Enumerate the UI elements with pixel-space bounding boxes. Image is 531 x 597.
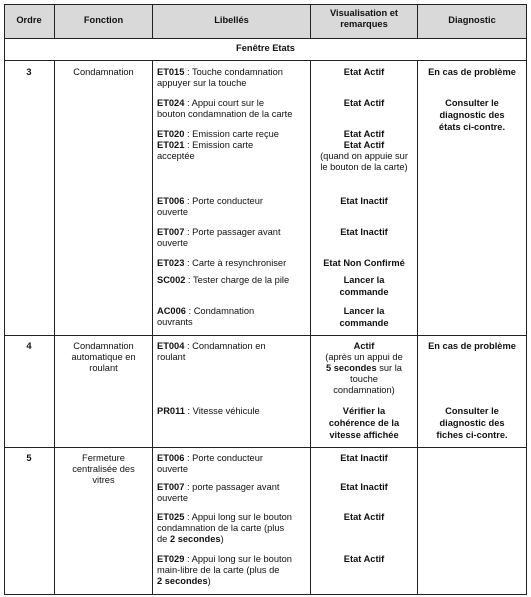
border-line — [4, 60, 527, 61]
vis-value: Etat Actif — [343, 98, 385, 108]
diag-title: En cas de problème — [428, 67, 516, 77]
libelle-text: : porte passager avant — [184, 482, 280, 492]
vis-value: Lancer la — [343, 275, 385, 285]
header-visualisation: Visualisation et — [329, 8, 399, 18]
libelle-text: : Tester charge de la pile — [185, 275, 290, 285]
header-libelles: Libellés — [214, 15, 249, 25]
diag-text: états ci-contre. — [438, 122, 506, 132]
libelle-code: ET025 — [157, 512, 185, 522]
libelle-item — [157, 140, 253, 162]
libelle-text: ouverte — [157, 207, 189, 217]
libelle-text: : Appui long sur le bouton — [184, 512, 292, 522]
libelle-code: ET015 — [157, 67, 185, 77]
libelle-item — [157, 67, 283, 89]
border-line — [4, 4, 5, 595]
libelle-item — [157, 227, 281, 249]
diag-text: fiches ci-contre. — [436, 430, 508, 440]
border-line — [54, 60, 55, 595]
border-line — [417, 60, 418, 595]
vis-value: Etat Actif — [343, 140, 385, 150]
libelle-code: PR011 — [157, 406, 185, 416]
border-line — [526, 4, 527, 595]
row-fonction: Condamnation — [73, 341, 134, 351]
row-ordre: 3 — [26, 67, 32, 77]
libelle-code: ET006 — [157, 453, 185, 463]
libelle-item — [157, 306, 254, 328]
vis-value: commande — [339, 318, 389, 328]
libelle-text: bouton condamnation de la carte — [157, 109, 293, 119]
libelle-code: ET007 — [157, 227, 185, 237]
border-line — [4, 447, 527, 448]
header-fonction: Fonction — [83, 15, 124, 25]
vis-value: Vérifier la — [342, 406, 386, 416]
libelle-text: ouvrants — [157, 317, 193, 327]
libelle-text: ) — [220, 534, 224, 544]
libelle-code: ET024 — [157, 98, 185, 108]
vis-value: Etat Inactif — [340, 227, 388, 237]
header-remarques: remarques — [340, 19, 388, 29]
libelle-item — [157, 512, 292, 545]
row-fonction: vitres — [92, 475, 115, 485]
libelle-text: acceptée — [157, 151, 195, 161]
libelle-code: AC006 — [157, 306, 186, 316]
libelle-text: : Carte à resynchroniser — [184, 258, 287, 268]
vis-value: commande — [339, 287, 389, 297]
vis-remark: (après un appui de — [325, 352, 403, 362]
libelle-code: ET023 — [157, 258, 185, 268]
vis-value: vitesse affichée — [329, 430, 399, 440]
header-diagnostic: Diagnostic — [448, 15, 496, 25]
vis-value: cohérence de la — [328, 418, 400, 428]
row-fonction: centralisée des — [72, 464, 135, 474]
libelle-text: main-libre de la carte (plus de — [157, 565, 280, 575]
vis-value: Etat Inactif — [340, 196, 388, 206]
libelle-code: ET004 — [157, 341, 185, 351]
vis-remark: le bouton de la carte) — [320, 162, 408, 172]
libelle-code: ET021 — [157, 140, 185, 150]
libelle-item — [157, 341, 266, 363]
libelle-item — [157, 258, 286, 269]
libelle-text: : Porte conducteur — [184, 453, 263, 463]
vis-value: Etat Actif — [343, 67, 385, 77]
header-ordre: Ordre — [16, 15, 42, 25]
vis-remark-tail: sur la — [376, 363, 402, 373]
libelle-item — [157, 554, 292, 587]
row-ordre: 5 — [26, 453, 32, 463]
libelle-text: : Touche condamnation — [184, 67, 283, 77]
row-fonction: Condamnation — [73, 67, 134, 77]
libelle-text: : Appui court sur le — [184, 98, 264, 108]
libelle-item — [157, 98, 292, 120]
libelle-code: ET007 — [157, 482, 185, 492]
diag-title: En cas de problème — [428, 341, 516, 351]
vis-value: Actif — [353, 341, 375, 351]
libelle-text: ouverte — [157, 464, 189, 474]
libelle-item — [157, 406, 260, 417]
libelle-text: de — [157, 534, 170, 544]
diag-text: diagnostic des — [439, 110, 505, 120]
libelle-text-bold: 2 secondes — [169, 534, 221, 544]
vis-remark — [311, 363, 417, 374]
libelle-text: : Condamnation — [185, 306, 255, 316]
row-fonction: roulant — [89, 363, 118, 373]
vis-value: Lancer la — [343, 306, 385, 316]
libelle-text-bold: 2 secondes — [157, 576, 208, 586]
libelle-text: ouverte — [157, 238, 189, 248]
libelle-text: roulant — [157, 352, 186, 362]
libelle-text: appuyer sur la touche — [157, 78, 247, 88]
border-line — [152, 60, 153, 595]
libelle-code: ET020 — [157, 129, 185, 139]
border-line — [4, 38, 527, 39]
section-title: Fenêtre Etats — [236, 43, 295, 53]
row-fonction: automatique en — [71, 352, 136, 362]
libelle-code: ET006 — [157, 196, 185, 206]
libelle-code: SC002 — [157, 275, 186, 285]
libelle-text: : Condamnation en — [184, 341, 266, 351]
libelle-item — [157, 453, 263, 475]
libelle-text: : Appui long sur le bouton — [184, 554, 292, 564]
libelle-code: ET029 — [157, 554, 185, 564]
libelle-item — [157, 482, 280, 504]
row-ordre: 4 — [26, 341, 32, 351]
libelle-text: condamnation de la carte (plus — [157, 523, 285, 533]
libelle-text: : Porte conducteur — [184, 196, 263, 206]
diag-text: Consulter le — [445, 406, 499, 416]
vis-remark: (quand on appuie sur — [320, 151, 408, 161]
libelle-item — [157, 275, 289, 286]
border-line — [4, 594, 527, 595]
vis-value: Etat Inactif — [340, 453, 388, 463]
vis-value: Etat Actif — [343, 129, 385, 139]
row-fonction: Fermeture — [82, 453, 125, 463]
libelle-text: : Vitesse véhicule — [184, 406, 260, 416]
libelle-text: ) — [207, 576, 211, 586]
vis-remark-bold: 5 secondes — [326, 363, 377, 373]
border-line — [4, 4, 527, 5]
libelle-item — [157, 129, 279, 140]
libelle-text: : Porte passager avant — [184, 227, 281, 237]
diag-text: Consulter le — [445, 98, 499, 108]
libelle-item — [157, 196, 263, 218]
vis-remark: condamnation) — [333, 385, 395, 395]
libelle-text: : Emission carte reçue — [184, 129, 279, 139]
libelle-text: ouverte — [157, 493, 189, 503]
vis-value: Etat Non Confirmé — [323, 258, 405, 268]
vis-value: Etat Actif — [343, 554, 385, 564]
vis-remark: touche — [350, 374, 378, 384]
diag-text: diagnostic des — [439, 418, 505, 428]
libelle-text: : Emission carte — [184, 140, 254, 150]
border-line — [4, 335, 527, 336]
vis-value: Etat Inactif — [340, 482, 388, 492]
vis-value: Etat Actif — [343, 512, 385, 522]
